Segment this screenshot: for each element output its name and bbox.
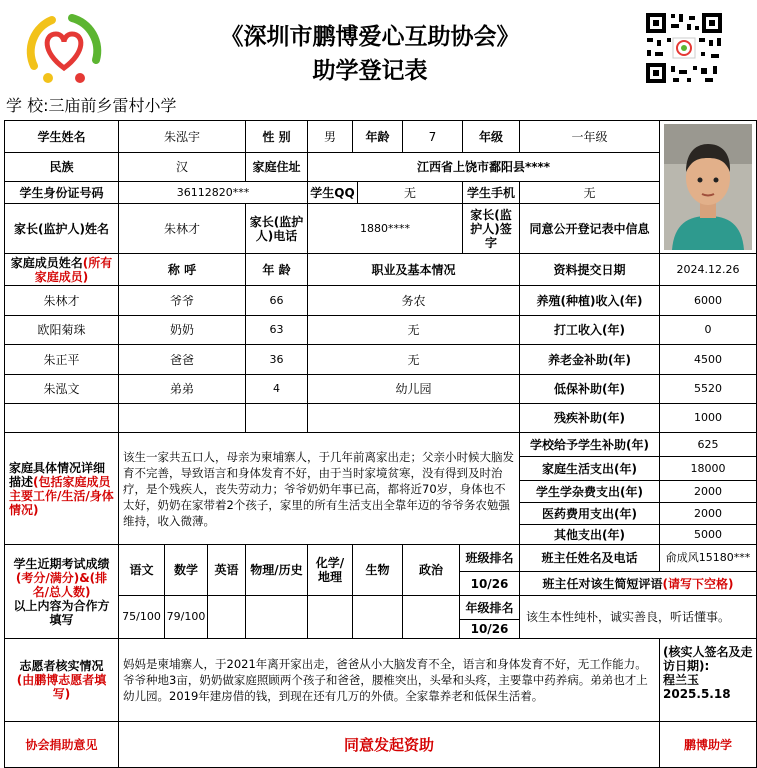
finance-label: 医药费用支出(年) (520, 503, 660, 525)
student-id: 36112820*** (119, 182, 308, 204)
family-name-header: 家庭成员姓名(所有家庭成员) (5, 254, 119, 286)
student-photo-icon (664, 124, 752, 250)
finance-value: 625 (660, 433, 757, 457)
student-name: 朱泓宇 (119, 121, 246, 153)
finance-label: 残疾补助(年) (520, 404, 660, 433)
member-age: 63 (246, 316, 308, 345)
visit-date: 2025.5.18 (663, 687, 731, 701)
gender-label: 性 别 (246, 121, 308, 153)
teacher-label: 班主任姓名及电话 (520, 545, 660, 572)
guardian-sign-label: 家长(监护人)签字 (463, 204, 520, 254)
member-relation: 爷爷 (119, 286, 246, 316)
age-label: 年龄 (353, 121, 403, 153)
finance-label: 其他支出(年) (520, 525, 660, 545)
member-name-empty (5, 404, 119, 433)
family-age-header: 年 龄 (246, 254, 308, 286)
volunteer-label: 志愿者核实情况 (由鹏博志愿者填写) (5, 639, 119, 722)
finance-value: 1000 (660, 404, 757, 433)
member-relation: 弟弟 (119, 375, 246, 404)
subject-score (403, 596, 460, 639)
finance-value: 0 (660, 316, 757, 345)
school-label: 学 校: (6, 96, 49, 115)
subject-header: 政治 (403, 545, 460, 596)
donation-label: 协会捐助意见 (5, 722, 119, 768)
member-job: 务农 (308, 286, 520, 316)
submit-date: 2024.12.26 (660, 254, 757, 286)
address-label: 家庭住址 (246, 153, 308, 182)
situation-label: 家庭具体情况详细描述(包括家庭成员主要工作/生活/身体情况) (5, 433, 119, 545)
class-rank-label: 班级排名 (460, 545, 520, 572)
member-name: 欧阳菊珠 (5, 316, 119, 345)
subject-header: 物理/历史 (246, 545, 308, 596)
phone-label: 学生手机 (463, 182, 520, 204)
qq-label: 学生QQ (308, 182, 358, 204)
subject-header: 生物 (353, 545, 403, 596)
member-relation: 奶奶 (119, 316, 246, 345)
finance-value: 6000 (660, 286, 757, 316)
finance-label: 养殖(种植)收入(年) (520, 286, 660, 316)
finance-value: 2000 (660, 481, 757, 503)
grade-rank: 10/26 (460, 620, 520, 639)
subject-score (308, 596, 353, 639)
subject-score (208, 596, 246, 639)
subject-score: 75/100 (119, 596, 165, 639)
subject-score: 79/100 (165, 596, 208, 639)
member-name: 朱正平 (5, 345, 119, 375)
grade: 一年级 (520, 121, 660, 153)
member-job: 无 (308, 316, 520, 345)
finance-label: 学生学杂费支出(年) (520, 481, 660, 503)
school-name: 三庙前乡雷村小学 (48, 96, 177, 115)
grade-rank-label: 年级排名 (460, 596, 520, 620)
teacher-comment: 该生本性纯朴，诚实善良，听话懂事。 (520, 596, 757, 639)
situation-text: 该生一家共五口人，母亲为柬埔寨人，于几年前离家出走；父亲小时候大脑发育不完善，导致语言和身体发育不好，由于当时家境贫寒，没有得到及时治疗，是个残疾人，丧失劳动力；爷爷奶奶年事已高，都将近70岁，身体也不太好，奶奶在家带着2个孩子，家里的所有生活支出全靠年迈的爷爷务农勉强维持，收入微薄。 (119, 433, 520, 545)
ethnicity: 汉 (119, 153, 246, 182)
finance-label: 家庭生活支出(年) (520, 457, 660, 481)
volunteer-text: 妈妈是柬埔寨人，于2021年离开家出走，爸爸从小大脑发育不全，语言和身体发育不好，无工作能力。爷爷种地3亩，奶奶做家庭照顾两个孩子和爸爸，腰椎突出，头晕和头疼，主要靠中药养病。弟弟也才上幼儿园。2019年建房借的钱，到现在还有几万的外债。全家靠养老和低保生活着。 (119, 639, 660, 722)
donation-opinion: 同意发起资助 (119, 722, 660, 768)
guardian-name: 朱林才 (119, 204, 246, 254)
guardian-phone: 1880**** (308, 204, 463, 254)
teacher: 俞成风15180*** (660, 545, 757, 572)
title-line2: 助学登记表 (312, 57, 428, 84)
finance-value: 4500 (660, 345, 757, 375)
signer-label: (核实人签名及走访日期): (663, 645, 753, 673)
scores-label: 学生近期考试成绩(考分/满分)&(排名/总人数) 以上内容为合作方填写 (5, 545, 119, 639)
member-name: 朱林才 (5, 286, 119, 316)
finance-label: 养老金补助(年) (520, 345, 660, 375)
subject-header: 语文 (119, 545, 165, 596)
finance-value: 5000 (660, 525, 757, 545)
subject-score (353, 596, 403, 639)
address: 江西省上饶市鄱阳县**** (308, 153, 660, 182)
student-name-label: 学生姓名 (5, 121, 119, 153)
finance-label: 学校给予学生补助(年) (520, 433, 660, 457)
school-line (6, 96, 177, 116)
finance-value: 2000 (660, 503, 757, 525)
finance-label: 低保补助(年) (520, 375, 660, 404)
finance-label: 打工收入(年) (520, 316, 660, 345)
member-age: 4 (246, 375, 308, 404)
id-label: 学生身份证号码 (5, 182, 119, 204)
member-age: 66 (246, 286, 308, 316)
org-name: 鹏博助学 (660, 722, 757, 768)
title-line1: 《深圳市鹏博爱心互助协会》 (220, 23, 520, 50)
member-job: 幼儿园 (308, 375, 520, 404)
comment-label: 班主任对该生简短评语 (请写下空格) (520, 572, 757, 596)
member-job-empty (308, 404, 520, 433)
qq: 无 (358, 182, 463, 204)
member-name: 朱泓文 (5, 375, 119, 404)
member-job: 无 (308, 345, 520, 375)
member-age-empty (246, 404, 308, 433)
member-relation: 爸爸 (119, 345, 246, 375)
finance-value: 18000 (660, 457, 757, 481)
volunteer-signer (660, 639, 757, 722)
class-rank: 10/26 (460, 572, 520, 596)
gender: 男 (308, 121, 353, 153)
guardian-phone-label: 家长(监护人)电话 (246, 204, 308, 254)
student-phone: 无 (520, 182, 660, 204)
family-job-header: 职业及基本情况 (308, 254, 520, 286)
heart-logo-icon (22, 8, 106, 92)
submit-date-label: 资料提交日期 (520, 254, 660, 286)
logo (22, 8, 106, 92)
subject-header: 数学 (165, 545, 208, 596)
finance-value: 5520 (660, 375, 757, 404)
student-photo (660, 121, 757, 254)
member-age: 36 (246, 345, 308, 375)
guardian-name-label: 家长(监护人)姓名 (5, 204, 119, 254)
member-relation-empty (119, 404, 246, 433)
signer-name: 程兰玉 (663, 673, 700, 687)
ethnicity-label: 民族 (5, 153, 119, 182)
age: 7 (403, 121, 463, 153)
family-relation-header: 称 呼 (119, 254, 246, 286)
consent: 同意公开登记表中信息 (520, 204, 660, 254)
qr-code-icon (643, 10, 725, 86)
subject-header: 英语 (208, 545, 246, 596)
subject-header: 化学/地理 (308, 545, 353, 596)
grade-label: 年级 (463, 121, 520, 153)
subject-score (246, 596, 308, 639)
